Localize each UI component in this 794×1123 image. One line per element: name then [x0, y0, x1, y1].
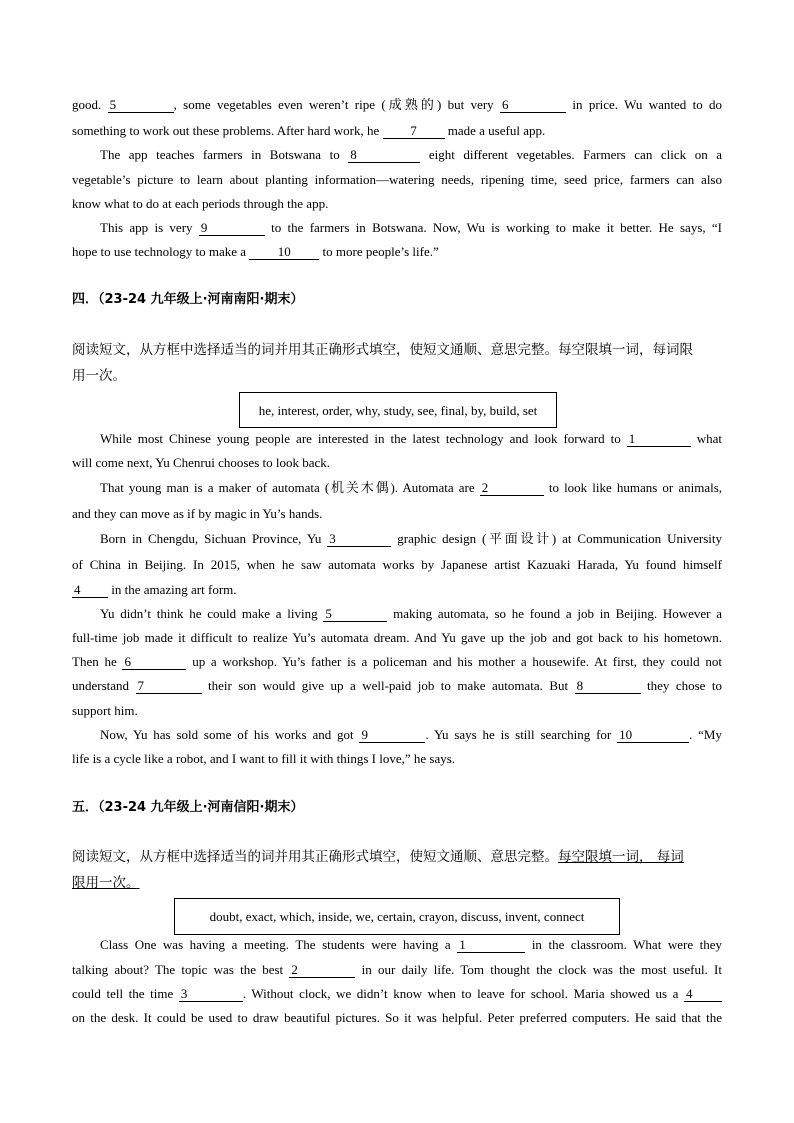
blank-2: 2 [480, 480, 544, 496]
text-line: good. 5 , some vegetables even weren’t ripe (成熟的) but very 6 in price. Wu wanted to do [72, 97, 722, 112]
text-line: and they can move as if by magic in Yu’s hands. [72, 506, 323, 521]
section-heading: 五．（23-24 九年级上·河南信阳·期末） [72, 800, 304, 815]
blank-1: 1 [627, 431, 691, 447]
text-line: Then he 6 up a workshop. Yu’s father is a policeman and his mother a housewife. At first, they could not [72, 654, 722, 669]
text-line: While most Chinese young people are interested in the latest technology and look forward to 1 what [100, 431, 722, 446]
text-line: Class One was having a meeting. The students were having a 1 in the classroom. What were they [100, 937, 722, 952]
blank-7: 7 [136, 678, 202, 694]
text-line: Yu didn’t think he could make a living 5 making automata, so he found a job in Beijing. However a [100, 606, 722, 621]
blank-10: 10 [249, 244, 319, 260]
text-line: understand 7 their son would give up a well-paid job to make automata. But 8 they chose to [72, 678, 722, 693]
text-line: Born in Chengdu, Sichuan Province, Yu 3 graphic design (平面设计) at Communication University [100, 531, 722, 546]
text-line: vegetable’s picture to learn about planting information—watering needs, ripening time, seed price, farmers can also [72, 172, 722, 187]
text-line: support him. [72, 703, 138, 718]
blank-2: 2 [289, 962, 355, 978]
text-line: on the desk. It could be used to draw beautiful pictures. So it was helpful. Peter preferred computers. He said that the [72, 1010, 722, 1025]
instruction-line: 阅读短文，从方框中选择适当的词并用其正确形式填空，使短文通顺、意思完整。每空限填一词，每词限 [72, 342, 693, 358]
blank-3: 3 [179, 986, 243, 1002]
blank-9: 9 [359, 727, 425, 743]
blank-8: 8 [348, 147, 420, 163]
blank-9: 9 [199, 220, 265, 236]
text-line: 4 in the amazing art form. [74, 582, 237, 597]
blank-6: 6 [500, 97, 566, 113]
text-line: hope to use technology to make a 10 to more people’s life.” [72, 244, 439, 259]
blank-6: 6 [122, 654, 186, 670]
blank-8: 8 [575, 678, 641, 694]
blank-4: 4 [72, 582, 108, 598]
text-line: full-time job made it difficult to realize Yu’s automata dream. And Yu gave up the job and got back to his hometown. [72, 630, 722, 645]
text-line: of China in Beijing. In 2015, when he saw automata works by Japanese artist Kazuaki Harada, Yu found himself [72, 557, 722, 572]
blank-1: 1 [457, 937, 525, 953]
instruction-line: 阅读短文，从方框中选择适当的词并用其正确形式填空，使短文通顺、意思完整。每空限填一词， 每词 [72, 849, 684, 865]
text-line: talking about? The topic was the best 2 in our daily life. Tom thought the clock was the most useful. It [72, 962, 722, 977]
text-line: could tell the time 3 . Without clock, we didn’t know when to leave for school. Maria showed us a 4 [72, 984, 722, 1004]
word-box: he, interest, order, why, study, see, final, by, build, set [239, 392, 557, 428]
text-line: That young man is a maker of automata (机关木偶). Automata are 2 to look like humans or animals, [100, 480, 722, 495]
text-line: life is a cycle like a robot, and I want to fill it with things I love,” he says. [72, 751, 456, 766]
text-line: something to work out these problems. After hard work, he 7 made a useful app. [72, 123, 546, 138]
instruction-line: 限用一次。 [72, 875, 140, 891]
blank-5: 5 [323, 606, 387, 622]
blank-3: 3 [327, 531, 391, 547]
blank-10: 10 [617, 727, 689, 743]
text-line: know what to do at each periods through the app. [72, 196, 329, 211]
text-line: The app teaches farmers in Botswana to 8 eight different vegetables. Farmers can click on a [100, 147, 722, 162]
blank-5: 5 [108, 97, 174, 113]
text-line: This app is very 9 to the farmers in Botswana. Now, Wu is working to make it better. He says, “I [100, 220, 722, 235]
blank-4: 4 [684, 986, 722, 1002]
word-box: doubt, exact, which, inside, we, certain, crayon, discuss, invent, connect [174, 898, 620, 935]
blank-7: 7 [383, 123, 445, 139]
instruction-line: 用一次。 [72, 368, 126, 384]
text-line: will come next, Yu Chenrui chooses to look back. [72, 455, 331, 470]
section-heading: 四．（23-24 九年级上·河南南阳·期末） [72, 292, 304, 307]
text-line: Now, Yu has sold some of his works and got 9 . Yu says he is still searching for 10 . “My [100, 727, 722, 742]
